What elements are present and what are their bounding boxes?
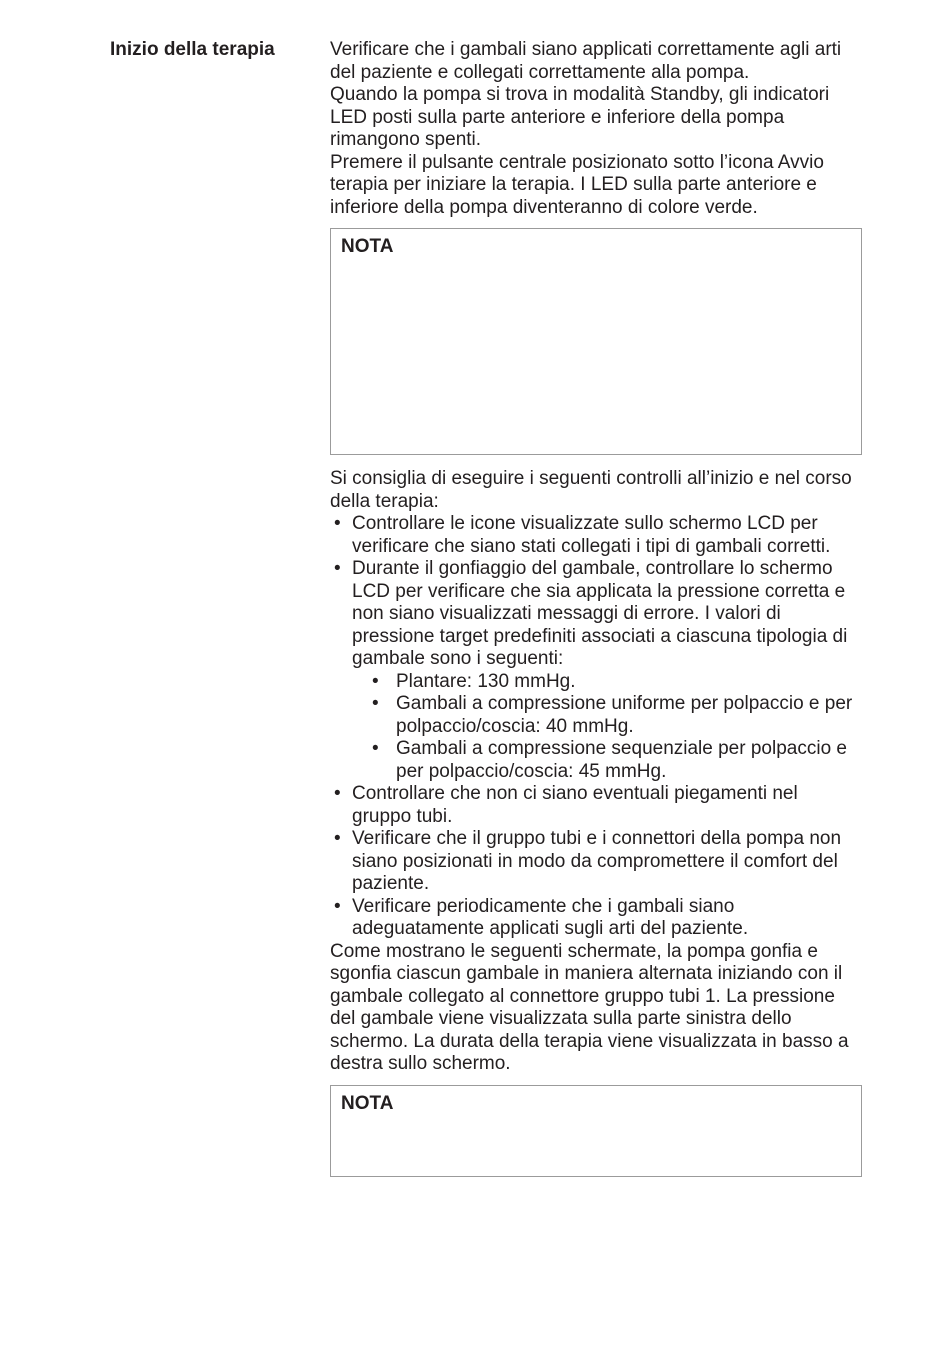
- bullet-item: • Controllare le icone visualizzate sullo schermo LCD per verificare che siano stati collegati i tipi di gambali corretti.: [330, 513, 860, 558]
- bullet-item: • Durante il gonfiaggio del gambale, controllare lo schermo LCD per verificare che sia applicata la pressione corretta e non siano visualizzati messaggi di errore. I valori di pressione target predefiniti associati a ciascuna tipologia di gambale sono i seguenti:: [330, 558, 860, 671]
- bullet-item: • Controllare che non ci siano eventuali piegamenti nel gruppo tubi.: [330, 783, 860, 828]
- body-paragraph: Premere il pulsante centrale posizionato sotto l’icona Avvio terapia per iniziare la terapia. I LED sulla parte anteriore e inferiore della pompa diventeranno di colore verde.: [330, 151, 824, 218]
- closing-paragraph: Come mostrano le seguenti schermate, la pompa gonfia e sgonfia ciascun gambale in maniera alternata iniziando con il gambale collegato al connettore gruppo tubi 1. La pressione del gambale viene visualizzata sulla parte sinistra dello schermo. La durata della terapia viene visualizzata in basso a destra sullo schermo.: [330, 940, 849, 1074]
- body-content: [330, 39, 860, 1177]
- note-label: NOTA: [341, 1092, 394, 1114]
- body-paragraph: Verificare che i gambali siano applicati correttamente agli arti del paziente e collegati correttamente alla pompa.: [330, 39, 842, 83]
- bullet-item: • Verificare periodicamente che i gambali siano adeguatamente applicati sugli arti del paziente.: [330, 896, 860, 941]
- checks-intro: Si consiglia di eseguire i seguenti controlli all’inizio e nel corso della terapia:: [330, 468, 852, 512]
- note-box: [330, 228, 862, 455]
- bullet-item: • Verificare che il gruppo tubi e i connettori della pompa non siano posizionati in modo da compromettere il comfort del paziente.: [330, 828, 860, 896]
- sub-bullet-item: • Gambali a compressione sequenziale per polpaccio e per polpaccio/coscia: 45 mmHg.: [330, 738, 860, 783]
- sub-bullet-item: • Gambali a compressione uniforme per polpaccio e per polpaccio/coscia: 40 mmHg.: [330, 693, 860, 738]
- note-label: NOTA: [341, 236, 394, 257]
- section-heading: Inizio della terapia: [110, 39, 275, 60]
- note-box: [330, 1085, 862, 1177]
- sub-bullet-item: • Plantare: 130 mmHg.: [330, 671, 860, 694]
- body-paragraph: Quando la pompa si trova in modalità Standby, gli indicatori LED posti sulla parte anteriore e inferiore della pompa rimangono spenti.: [330, 84, 830, 150]
